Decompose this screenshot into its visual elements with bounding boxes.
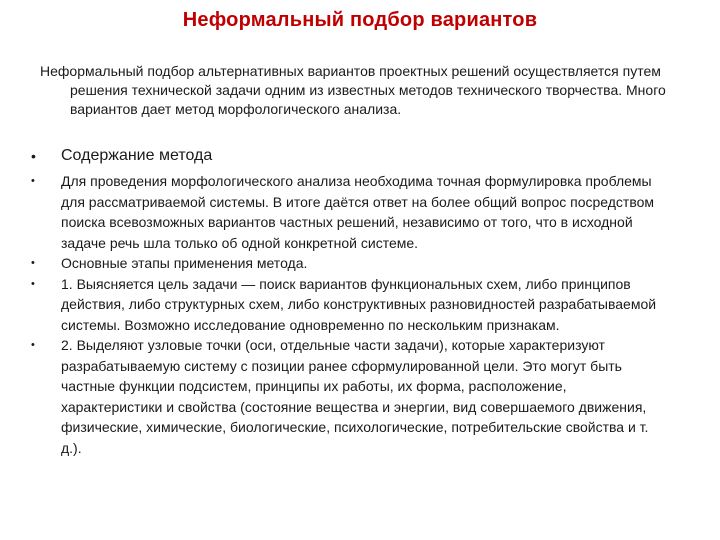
bullet-text: 2. Выделяют узловые точки (оси, отдельные части задачи), которые характеризуют разрабатываемую систему с позиции ранее сформулированной цели. Это могут быть частные функции подсистем, принципы их работы, их форма, расположение, характеристики и свойства (состояние вещества и энергии, вид совершаемого движения, физические, химические, биологические, психологические, потребительские свойства и т. д.). — [61, 337, 649, 456]
bullet-icon: • — [31, 148, 36, 164]
bullet-text: Для проведения морфологического анализа необходима точная формулировка проблемы для рассматриваемой системы. В итоге даётся ответ на более общий вопрос посредством поиска всевозможных вариантов частных решений, независимо от того, что в исходной задаче речь шла только об одной конкретной системе. — [61, 173, 655, 251]
bullet-icon: • — [31, 339, 35, 351]
bullet-text: Основные этапы применения метода. — [61, 255, 308, 271]
bullet-item-stages — [0, 253, 671, 274]
bullet-icon: • — [31, 257, 35, 269]
slide-title: Неформальный подбор вариантов — [182, 9, 538, 31]
bullet-list — [0, 145, 720, 458]
intro-paragraph: Неформальный подбор альтернативных вариантов проектных решений осуществляется путем решения технической задачи одним из известных методов технического творчества. Много вариантов дает метод морфологического анализа. — [40, 63, 666, 117]
bullet-icon: • — [31, 175, 35, 187]
bullet-text: 1. Выясняется цель задачи — поиск вариантов функциональных схем, либо принципов действия, либо структурных схем, либо конструктивных разновидностей разрабатываемой системы. Возможно исследование одновременно по нескольким признакам. — [61, 275, 657, 333]
bullet-text: Содержание метода — [61, 147, 213, 164]
bullet-item-description — [0, 171, 671, 253]
bullet-item-step-2 — [0, 335, 671, 458]
bullet-icon: • — [31, 277, 35, 290]
bullet-item-method-content — [0, 145, 671, 167]
bullet-item-step-1 — [0, 274, 671, 336]
